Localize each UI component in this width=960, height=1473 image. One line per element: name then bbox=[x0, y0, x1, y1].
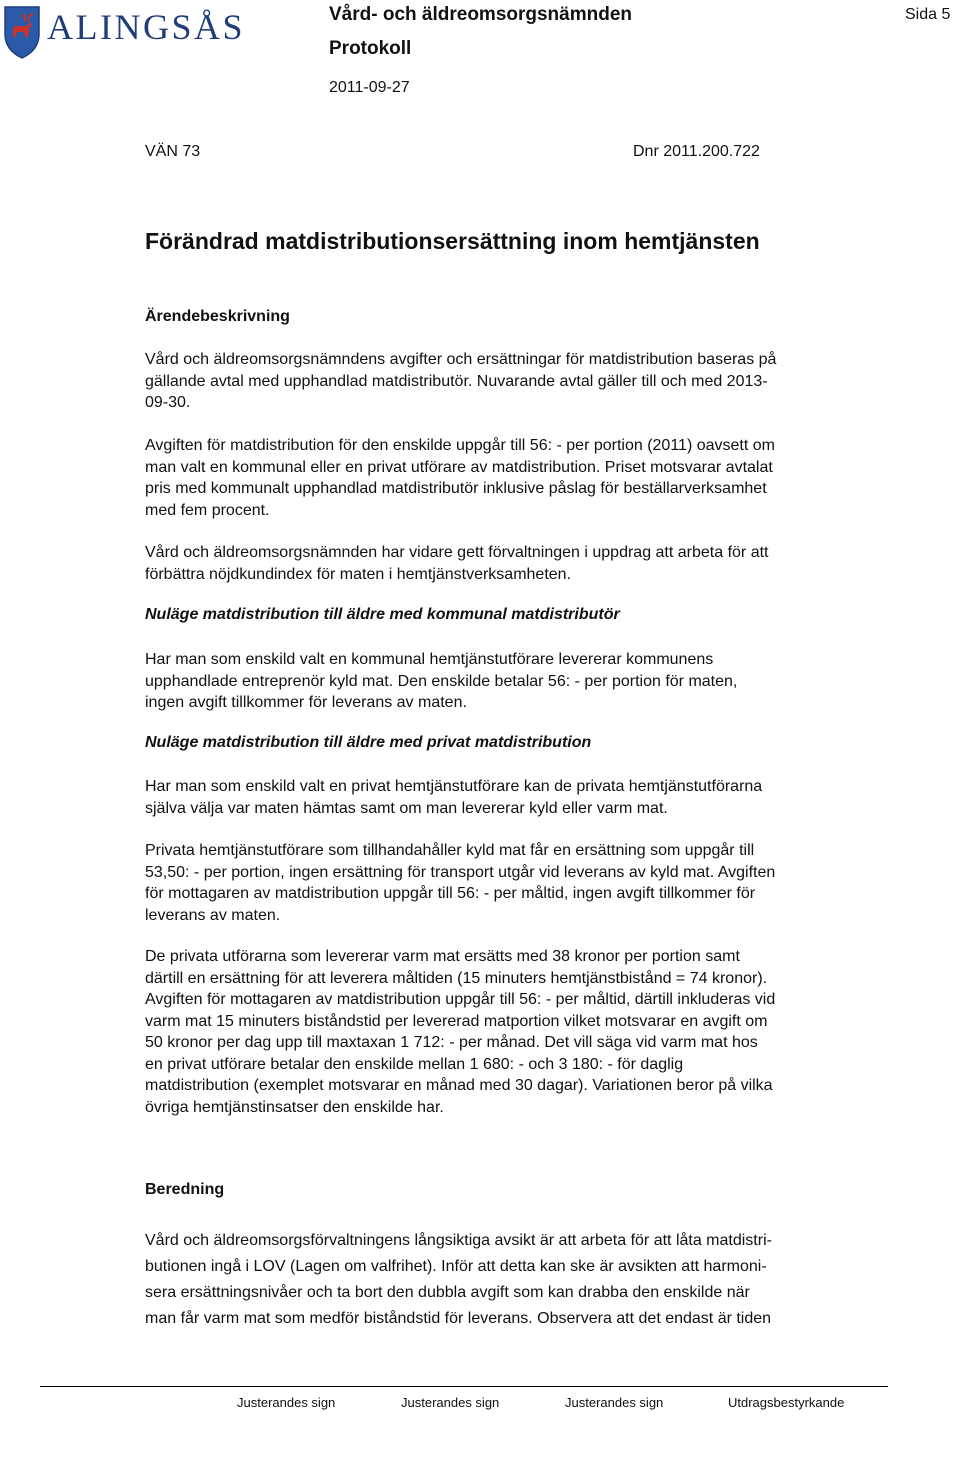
text-line: förbättra nöjdkundindex för maten i hemtjänstverksamheten. bbox=[145, 565, 572, 583]
extract-certification-label: Utdragsbestyrkande bbox=[728, 1395, 845, 1410]
text-line: Avgiften för mottagaren av matdistribution uppgår till 56: - per måltid, därtill inkluderas vid bbox=[145, 991, 776, 1008]
text-line: själva välja var maten hämtas samt om man levererar kyld eller varm mat. bbox=[145, 799, 668, 817]
paragraph bbox=[145, 349, 885, 414]
text-line: Avgiften för matdistribution för den enskilde uppgår till 56: - per portion (2011) oavsett om bbox=[145, 437, 775, 454]
text-line: Privata hemtjänstutförare som tillhandahåller kyld mat får en ersättning som uppgår till bbox=[145, 842, 755, 859]
text-line: gällande avtal med upphandlad matdistributör. Nuvarande avtal gäller till och med 2013- bbox=[145, 372, 768, 390]
text-line: butionen ingå i LOV (Lagen om valfrihet). Inför att detta kan ske är avsikten att harmoni- bbox=[145, 1258, 767, 1275]
paragraph bbox=[145, 649, 885, 714]
text-line: Har man som enskild valt en kommunal hemtjänstutförare levererar kommunens bbox=[145, 651, 714, 668]
text-line: med fem procent. bbox=[145, 501, 270, 519]
page-number: Sida 5 bbox=[905, 6, 951, 23]
text-line: Har man som enskild valt en privat hemtjänstutförare kan de privata hemtjänstutförarna bbox=[145, 778, 763, 795]
coat-of-arms-icon bbox=[2, 4, 42, 60]
text-line: man får varm mat som medför biståndstid för leverans. Observera att det endast är tiden bbox=[145, 1310, 772, 1327]
text-line: De privata utförarna som levererar varm mat ersätts med 38 kronor per portion samt bbox=[145, 948, 740, 965]
logo-text: ALINGSÅS bbox=[47, 7, 246, 47]
text-line: övriga hemtjänstinsatser den enskilde har. bbox=[145, 1098, 444, 1116]
text-line: upphandlade entreprenör kyld mat. Den enskilde betalar 56: - per portion för maten, bbox=[145, 672, 738, 690]
section-heading-arendebeskrivning: Ärendebeskrivning bbox=[145, 308, 290, 325]
paragraph bbox=[145, 435, 885, 521]
text-line: 53,50: - per portion, ingen ersättning för transport utgår vid leverans av kyld mat. Avgiften bbox=[145, 863, 776, 881]
subheading-kommunal: Nuläge matdistribution till äldre med kommunal matdistributör bbox=[145, 606, 620, 623]
text-line: Vård och äldreomsorgsförvaltningens långsiktiga avsikt är att arbeta för att låta matdistri- bbox=[145, 1232, 772, 1249]
footer-divider bbox=[40, 1386, 888, 1387]
text-line: Vård och äldreomsorgsnämnden har vidare gett förvaltningen i uppdrag att arbeta för att bbox=[145, 544, 769, 561]
text-line: 09-30. bbox=[145, 394, 191, 411]
document-title: Förändrad matdistributionsersättning inom hemtjänsten bbox=[145, 228, 760, 254]
text-line: Vård och äldreomsorgsnämndens avgifter och ersättningar för matdistribution baseras på bbox=[145, 351, 777, 368]
section-heading-beredning: Beredning bbox=[145, 1181, 225, 1198]
text-line: pris med kommunalt upphandlad matdistributör inklusive påslag för beställarverksamhet bbox=[145, 480, 767, 497]
committee-name: Vård- och äldreomsorgsnämnden bbox=[329, 4, 633, 25]
document-type: Protokoll bbox=[329, 38, 412, 59]
text-line: varm mat 15 minuters biståndstid per levererad matportion vilket motsvarar en avgift om bbox=[145, 1012, 768, 1030]
text-line: för mottagaren av matdistribution uppgår till 56: - per måltid, ingen avgift tillkommer för bbox=[145, 885, 756, 902]
text-line: sera ersättningsnivåer och ta bort den dubbla avgift som kan drabba den enskilde när bbox=[145, 1284, 750, 1301]
signature-label: Justerandes sign bbox=[401, 1395, 500, 1410]
text-line: därtill en ersättning för att leverera måltiden (15 minuters hemtjänstbistånd = 74 kronor). bbox=[145, 969, 768, 987]
meeting-date: 2011-09-27 bbox=[329, 79, 410, 96]
registration-number: Dnr 2011.200.722 bbox=[633, 143, 760, 160]
text-line: en privat utförare betalar den enskilde mellan 1 680: - och 3 180: - för daglig bbox=[145, 1055, 684, 1073]
municipality-logo bbox=[2, 2, 260, 62]
case-number: VÄN 73 bbox=[145, 143, 201, 160]
signature-label: Justerandes sign bbox=[565, 1395, 664, 1410]
text-line: 50 kronor per dag upp till maxtaxan 1 712: - per månad. Det vill säga vid varm mat hos bbox=[145, 1034, 758, 1051]
text-line: ingen avgift tillkommer för leverans av maten. bbox=[145, 694, 467, 711]
subheading-privat: Nuläge matdistribution till äldre med privat matdistribution bbox=[145, 734, 592, 751]
paragraph bbox=[145, 946, 885, 1118]
paragraph bbox=[145, 776, 885, 819]
signature-label: Justerandes sign bbox=[237, 1395, 336, 1410]
text-line: matdistribution (exemplet motsvarar en månad med 30 dagar). Variationen beror på vilka bbox=[145, 1077, 773, 1094]
paragraph bbox=[145, 1228, 885, 1332]
text-line: man valt en kommunal eller en privat utförare av matdistribution. Priset motsvarar avtalat bbox=[145, 458, 773, 476]
paragraph bbox=[145, 840, 885, 926]
paragraph bbox=[145, 542, 885, 585]
text-line: leverans av maten. bbox=[145, 906, 281, 924]
